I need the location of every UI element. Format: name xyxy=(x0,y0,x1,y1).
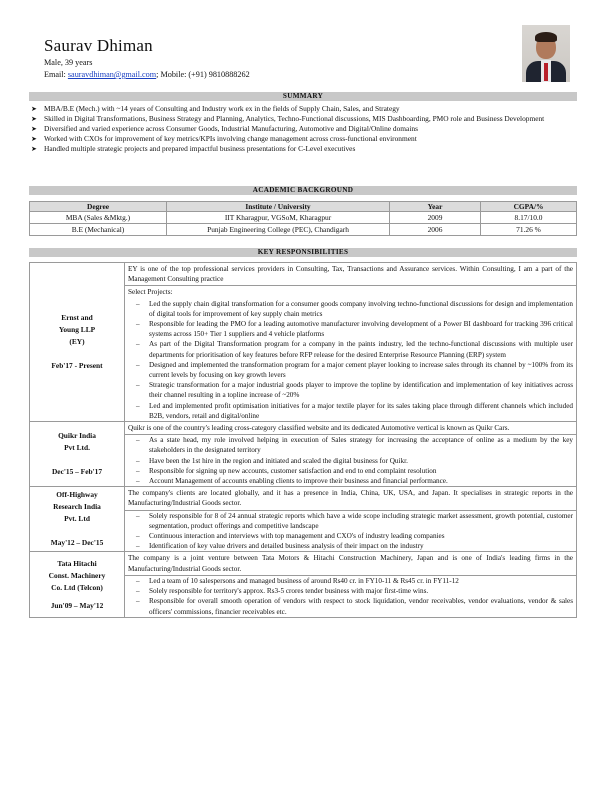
candidate-name: Saurav Dhiman xyxy=(44,36,153,55)
responsibility-item: – Continuous interaction and interviews with top management and CXO's of industry leading companies xyxy=(149,531,573,541)
responsibility-item: – As a state head, my role involved helping in execution of Sales strategy for increasing the acceptance of online as a medium by the key stakeholders in the designated territory xyxy=(149,435,573,455)
responsibility-list xyxy=(125,299,576,421)
col-degree: Degree xyxy=(30,202,167,212)
summary-list xyxy=(30,104,578,154)
company-name-line: Quikr India xyxy=(58,431,96,441)
year-cell: 2006 xyxy=(390,224,481,236)
contact-block xyxy=(44,57,250,81)
company-name-line: Pvt. Ltd xyxy=(64,514,90,524)
company-intro: EY is one of the top professional services providers in Consulting, Tax, Transactions and Assurance services. Within Consulting, I am a part of the Management Consulting practice xyxy=(128,265,573,284)
company-cell xyxy=(30,487,125,552)
company-name-line: (EY) xyxy=(69,337,85,347)
job-row-telcon xyxy=(30,552,577,617)
summary-item: ➤ Handled multiple strategic projects and prepared impactful business presentations for C-Level executives xyxy=(30,144,578,154)
summary-item: ➤ MBA/B.E (Mech.) with ~14 years of Consulting and Industry work ex in the fields of Supply Chain, Sales, and Strategy xyxy=(30,104,578,114)
responsibility-item: – Responsible for overall smooth operation of vendors with respect to stock liquidation, vendor receivables, vendor evaluations, vendor & sales officers' commissions, financier receivables etc. xyxy=(149,596,573,616)
company-intro: The company is a joint venture between Tata Motors & Hitachi Construction Machinery, Japan and is one of India's leading firms in the Manufacturing/Industrial Goods sector. xyxy=(128,554,573,573)
responsibility-item: – Responsible for leading the PMO for a leading automotive manufacturer involving development of a Power BI dashboard for tracking 396 critical systems across 150+ Tier 1 suppliers and 4 vehicle platforms xyxy=(149,319,573,339)
institute-cell: IIT Kharagpur, VGSoM, Kharagpur xyxy=(167,212,390,224)
responsibility-item: – Have been the 1st hire in the region and initiated and scaled the digital business for Quikr. xyxy=(149,456,573,466)
responsibility-list xyxy=(125,575,576,617)
company-name-line: Tata Hitachi xyxy=(57,558,97,568)
cgpa-cell: 8.17/10.0 xyxy=(481,212,577,224)
company-name-line: Off-Highway xyxy=(56,490,98,500)
responsibility-item: – As part of the Digital Transformation program for a company in the paints industry, led the techno-functional discussions with multiple user departments for prioritisation of key features before RFP release for the desired Enterprise Resource Planning (ERP) system xyxy=(149,339,573,359)
summary-item: ➤ Diversified and varied experience across Consumer Goods, Industrial Manufacturing, Automotive and Digital/Online domains xyxy=(30,124,578,134)
company-name-line: Pvt Ltd. xyxy=(64,443,90,453)
responsibility-item: – Solely responsible for territory's approx. Rs3-5 crores tender business with major first-time wins. xyxy=(149,586,573,596)
job-period: Jun'09 – May'12 xyxy=(50,600,104,610)
academic-table xyxy=(29,201,577,236)
job-period: Dec'15 – Feb'17 xyxy=(51,467,103,477)
job-details xyxy=(125,552,577,617)
summary-item: ➤ Skilled in Digital Transformations, Business Strategy and Planning, Analytics, Techno-Functional discussions, MIS Dashboarding, PMO role and Business Development xyxy=(30,114,578,124)
academic-heading: ACADEMIC BACKGROUND xyxy=(29,186,577,195)
company-cell xyxy=(30,422,125,487)
job-details xyxy=(125,487,577,552)
mobile-number: ; Mobile: (+91) 9810888262 xyxy=(156,70,250,79)
company-cell xyxy=(30,263,125,422)
job-row-off-highway xyxy=(30,487,577,552)
summary-item: ➤ Worked with CXOs for improvement of key metrics/KPIs involving change management across cross-functional environment xyxy=(30,134,578,144)
responsibility-item: – Identification of key value drivers and detailed business analysis of their impact on the industry xyxy=(149,541,573,551)
cgpa-cell: 71.26 % xyxy=(481,224,577,236)
summary-heading: SUMMARY xyxy=(29,92,577,101)
responsibility-item: – Designed and implemented the transformation program for a major cement player looking to increase sales through its channel by ~100% from its current levels by focusing on key growth levers xyxy=(149,360,573,380)
degree-cell: MBA (Sales &Mktg.) xyxy=(30,212,167,224)
responsibility-item: – Solely responsible for 8 of 24 annual strategic reports which have a wide scope including strategic market assessment, growth potential, customer segmentation, product offerings and competitive landscape xyxy=(149,511,573,531)
academic-row xyxy=(30,224,577,236)
responsibility-item: – Led a team of 10 salespersons and managed business of around Rs40 cr. in FY10-11 & Rs45 cr. in FY11-12 xyxy=(149,576,573,586)
key-responsibilities-heading: KEY RESPONSIBILITIES xyxy=(29,248,577,257)
select-projects-label: Select Projects: xyxy=(125,285,576,298)
company-name-line: Co. Ltd (Telcon) xyxy=(51,582,103,592)
col-institute: Institute / University xyxy=(167,202,390,212)
responsibility-item: – Strategic transformation for a major industrial goods player to improve the topline by identification and implementation of key initiatives across their channel resulting in a topline increase of ~20% xyxy=(149,380,573,400)
job-details xyxy=(125,263,577,422)
job-period: May'12 – Dec'15 xyxy=(50,538,104,548)
degree-cell: B.E (Mechanical) xyxy=(30,224,167,236)
job-row-quikr xyxy=(30,422,577,487)
company-name-line: Ernst and xyxy=(61,313,93,323)
academic-row xyxy=(30,212,577,224)
academic-header-row xyxy=(30,202,577,212)
company-intro: Quikr is one of the country's leading cross-category classified website and its dedicated Automotive vertical is known as Quikr Cars. xyxy=(128,424,510,433)
email-link[interactable]: sauravdhiman@gmail.com xyxy=(67,70,157,79)
email-label: Email: xyxy=(44,70,66,79)
company-name-line: Young LLP xyxy=(58,325,96,335)
col-cgpa: CGPA/% xyxy=(481,202,577,212)
company-intro: The company's clients are located globally, and it has a presence in India, China, UK, USA, and Japan. It specialises in strategic reports in the Manufacturing/Industrial Goods sector. xyxy=(128,489,573,508)
experience-table xyxy=(29,262,577,618)
year-cell: 2009 xyxy=(390,212,481,224)
job-row-ey xyxy=(30,263,577,422)
job-period: Feb'17 - Present xyxy=(51,361,103,371)
responsibility-item: – Account Management of accounts enabling clients to improve their business and financial performance. xyxy=(149,476,573,486)
responsibility-item: – Responsible for signing up new accounts, customer satisfaction and end to end complaint resolution xyxy=(149,466,573,476)
responsibility-list xyxy=(125,434,576,486)
candidate-profile: Male, 39 years xyxy=(44,58,93,67)
col-year: Year xyxy=(390,202,481,212)
profile-photo xyxy=(522,25,570,82)
responsibility-list xyxy=(125,510,576,552)
job-details xyxy=(125,422,577,487)
company-name-line: Const. Machinery xyxy=(48,570,106,580)
contact-line xyxy=(44,69,250,81)
responsibility-item: – Led and implemented profit optimisation initiatives for a major textile player for its sales taking place through different channels which included B2B, vendors, retail and digital/online xyxy=(149,401,573,421)
company-cell xyxy=(30,552,125,617)
company-name-line: Research India xyxy=(53,502,101,512)
institute-cell: Punjab Engineering College (PEC), Chandigarh xyxy=(167,224,390,236)
responsibility-item: – Led the supply chain digital transformation for a consumer goods company involving techno-functional discussions for design and implementation of digital tools for improvement of key supply chain metrics xyxy=(149,299,573,319)
